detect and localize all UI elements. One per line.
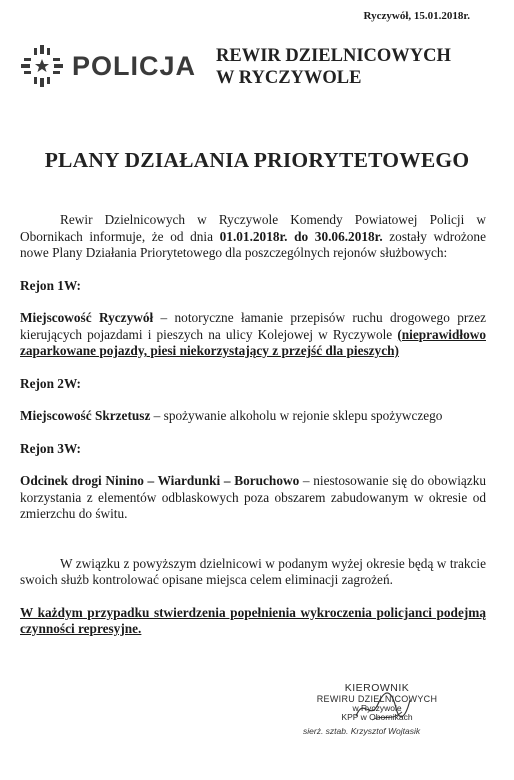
intro-date-to: 30.06.2018r. [314, 228, 383, 244]
intro-text-2: do [287, 228, 315, 244]
region-2-heading: Rejon 2W: [20, 375, 81, 391]
region-3-place: Odcinek drogi Ninino – Wiardunki – Boruchowo [20, 473, 300, 488]
stamp-title: KIEROWNIK [344, 682, 410, 694]
region-3-heading: Rejon 3W: [20, 440, 81, 456]
unit-name-line2: W RYCZYWOLE [216, 68, 362, 88]
police-logo [20, 44, 196, 88]
intro-paragraph [20, 212, 486, 262]
police-star-icon [20, 44, 64, 88]
signatory-name: sierż. sztab. Krzysztof Wojtasik [303, 726, 421, 736]
intro-text-3: zostały wdrożone nowe Plany Działania Priorytetowego dla poszczególnych rejonów służbowych: [20, 228, 486, 260]
warning-paragraph: W każdym przypadku stwierdzenia popełnienia wykroczenia policjanci podejmą czynności represyjne. [20, 604, 486, 636]
region-1-emphasis: (nieprawidłowo zaparkowane pojazdy, piesi niekorzystający z przejść dla pieszych) [20, 326, 486, 358]
document-title: PLANY DZIAŁANIA PRIORYTETOWEGO [44, 148, 470, 172]
intro-date-from: 01.01.2018r. [219, 228, 288, 244]
region-1-text: – notoryczne łamanie przepisów ruchu drogowego przez kierujących pojazdami i pieszych na ulicy Kolejowej w Ryczywole [20, 310, 486, 342]
region-1-paragraph [20, 310, 486, 360]
region-2-paragraph [20, 408, 486, 425]
stamp-line-3: KPP w Obornikach [341, 712, 413, 722]
region-3-paragraph [20, 473, 486, 523]
document-date: Ryczywół, 15.01.2018r. [363, 10, 470, 22]
region-2-place: Miejscowość Skrzetusz [20, 408, 151, 423]
signature-stamp [312, 683, 442, 722]
closing-paragraph: W związku z powyższym dzielnicowi w podanym wyżej okresie będą w trakcie swoich służb kontrolować opisane miejsca celem eliminacji zagrożeń. [20, 555, 486, 587]
intro-text-1: Rewir Dzielnicowych w Ryczywole Komendy Powiatowej Policji w Obornikach informuje, że od dnia [20, 212, 486, 244]
region-2-text: – spożywanie alkoholu w rejonie sklepu spożywczego [150, 408, 443, 423]
region-1-place: Miejscowość Ryczywół [20, 310, 154, 325]
logo-text: POLICJA [72, 50, 197, 81]
stamp-line-1: REWIRU DZIELNICOWYCH [316, 694, 438, 704]
stamp-line-2: w Ryczywole [352, 703, 402, 713]
unit-name-line1: REWIR DZIELNICOWYCH [216, 46, 451, 66]
region-3-text: – niestosowanie się do obowiązku korzystania z elementów odblaskowych poza obszarem zabudowanym w okresie od zmierzchu do świtu. [20, 473, 487, 521]
unit-name [216, 45, 451, 89]
region-1-heading: Rejon 1W: [20, 277, 81, 293]
document-body [20, 212, 486, 638]
